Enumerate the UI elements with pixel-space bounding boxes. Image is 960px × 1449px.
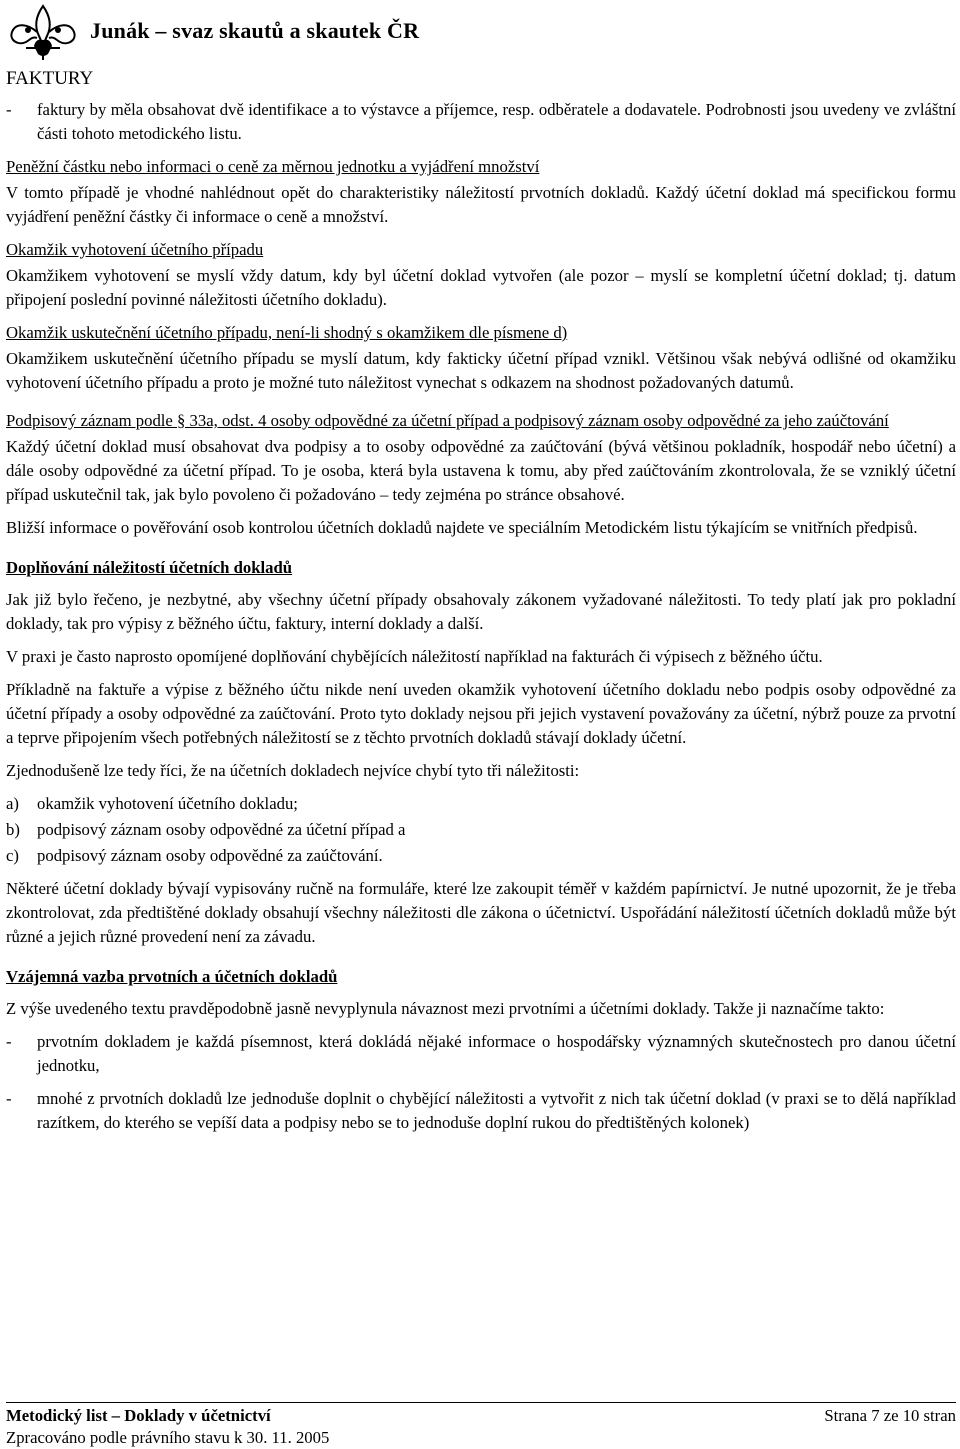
list-marker: c) xyxy=(6,846,19,865)
paragraph: Příkladně na faktuře a výpise z běžného účtu nikde není uveden okamžik vyhotovení účetního dokladu nebo podpis osoby odpovědné za účetní případy a osoby odpovědné za zaúčtování. Proto tyto doklady nejsou při jejich vystavení považovány za účetní, nýbrž pouze za prvotní a teprve připojením všech potřebných náležitostí se z těchto prvotních dokladů stávají doklady účetní. xyxy=(6,680,956,747)
document-body xyxy=(6,98,956,1144)
paragraph: Bližší informace o pověřování osob kontrolou účetních dokladů najdete ve speciálním Metodickém listu týkajícím se vnitřních předpisů. xyxy=(6,518,918,537)
paragraph: Z výše uvedeného textu pravděpodobně jasně nevyplynula návaznost mezi prvotními a účetními doklady. Takže ji naznačíme takto: xyxy=(6,999,885,1018)
list-marker: a) xyxy=(6,794,19,813)
section-label: FAKTURY xyxy=(6,68,94,89)
dash-text: prvotním dokladem je každá písemnost, která dokládá nějaké informace o hospodářsky významných skutečnostech pro danou účetní jednotku, xyxy=(37,1032,956,1075)
subheading-amount: Peněžní částku nebo informaci o ceně za měrnou jednotku a vyjádření množství xyxy=(6,157,540,176)
dash-text: faktury by měla obsahovat dvě identifikace a to výstavce a příjemce, resp. odběratele a dodavatele. Podrobnosti jsou uvedeny ve zvláštní části tohoto metodického listu. xyxy=(37,100,956,143)
subheading-realization-date: Okamžik uskutečnění účetního případu, není-li shodný s okamžikem dle písmene d) xyxy=(6,323,568,342)
dash-item xyxy=(6,1030,956,1078)
dash-item xyxy=(6,1087,956,1135)
dash-item xyxy=(6,98,956,146)
dash-text: mnohé z prvotních dokladů lze jednoduše doplnit o chybějící náležitosti a vytvořit z nich tak účetní doklad (v praxi se to dělá například razítkem, do kterého se vepíší data a podpisy nebo se to jednoduše doplní rukou do předtištěných kolonek) xyxy=(37,1089,956,1132)
list-item xyxy=(6,844,956,868)
list-text: okamžik vyhotovení účetního dokladu; xyxy=(37,794,298,813)
paragraph: Každý účetní doklad musí obsahovat dva podpisy a to osoby odpovědné za zaúčtování (bývá většinou pokladník, hospodář nebo účetní) a dále osoby odpovědné za účetní případ. To je osoba, která byla ustavena k tomu, aby před zaúčtováním zkontrolovala, že se vzniklý účetní případ uskutečnil tak, jak bylo povoleno či požadováno – tedy zejména po stránce obsahové. xyxy=(6,437,956,504)
paragraph: Okamžikem vyhotovení se myslí vždy datum, kdy byl účetní doklad vytvořen (ale pozor – myslí se kompletní účetní doklad; tj. datum připojení poslední povinné náležitosti účetního dokladu). xyxy=(6,266,956,309)
subheading-signatures: Podpisový záznam podle § 33a, odst. 4 osoby odpovědné za účetní případ a podpisový záznam osoby odpovědné za jeho zaúčtování xyxy=(6,411,889,430)
paragraph: Jak již bylo řečeno, je nezbytné, aby všechny účetní případy obsahovaly zákonem vyžadované náležitosti. To tedy platí jak pro pokladní doklady, tak pro výpisy z běžného účtu, faktury, interní doklady a další. xyxy=(6,590,956,633)
footer-note: Zpracováno podle právního stavu k 30. 11. 2005 xyxy=(6,1428,330,1447)
paragraph: Některé účetní doklady bývají vypisovány ručně na formuláře, které lze zakoupit téměř v každém papírnictví. Je nutné upozornit, že je třeba zkontrolovat, zda předtištěné doklady obsahují všechny náležitosti dle zákona o účetnictví. Uspořádání náležitostí účetních dokladů může být různé a jejich různé provedení není za závadu. xyxy=(6,879,956,946)
dash-marker: - xyxy=(6,1032,12,1051)
section-heading: Doplňování náležitostí účetních dokladů xyxy=(6,558,293,577)
org-title: Junák – svaz skautů a skautek ČR xyxy=(90,18,420,43)
page-number: Strana 7 ze 10 stran xyxy=(824,1406,956,1425)
dash-marker: - xyxy=(6,100,12,119)
list-text: podpisový záznam osoby odpovědné za zaúčtování. xyxy=(37,846,383,865)
list-item xyxy=(6,818,956,842)
list-text: podpisový záznam osoby odpovědné za účetní případ a xyxy=(37,820,406,839)
list-item xyxy=(6,792,956,816)
dash-marker: - xyxy=(6,1089,12,1108)
paragraph: Okamžikem uskutečnění účetního případu se myslí datum, kdy fakticky účetní případ vznikl. Většinou však nebývá odlišné od okamžiku vyhotovení účetního případu a proto je možné tuto náležitost vynechat s odkazem na shodnost požadovaných datumů. xyxy=(6,349,956,392)
paragraph: V tomto případě je vhodné nahlédnout opět do charakteristiky náležitostí prvotních dokladů. Každý účetní doklad má specifickou formu vyjádření peněžní částky či informace o ceně a množství. xyxy=(6,183,956,226)
paragraph: V praxi je často naprosto opomíjené doplňování chybějících náležitostí například na fakturách či výpisech z běžného účtu. xyxy=(6,647,823,666)
paragraph: Zjednodušeně lze tedy říci, že na účetních dokladech nejvíce chybí tyto tři náležitosti: xyxy=(6,761,580,780)
subheading-issue-date: Okamžik vyhotovení účetního případu xyxy=(6,240,264,259)
page-footer xyxy=(6,1402,956,1449)
section-heading: Vzájemná vazba prvotních a účetních dokladů xyxy=(6,967,338,986)
list-marker: b) xyxy=(6,820,20,839)
footer-title: Metodický list – Doklady v účetnictví xyxy=(6,1406,271,1425)
scout-lily-logo xyxy=(6,2,80,66)
